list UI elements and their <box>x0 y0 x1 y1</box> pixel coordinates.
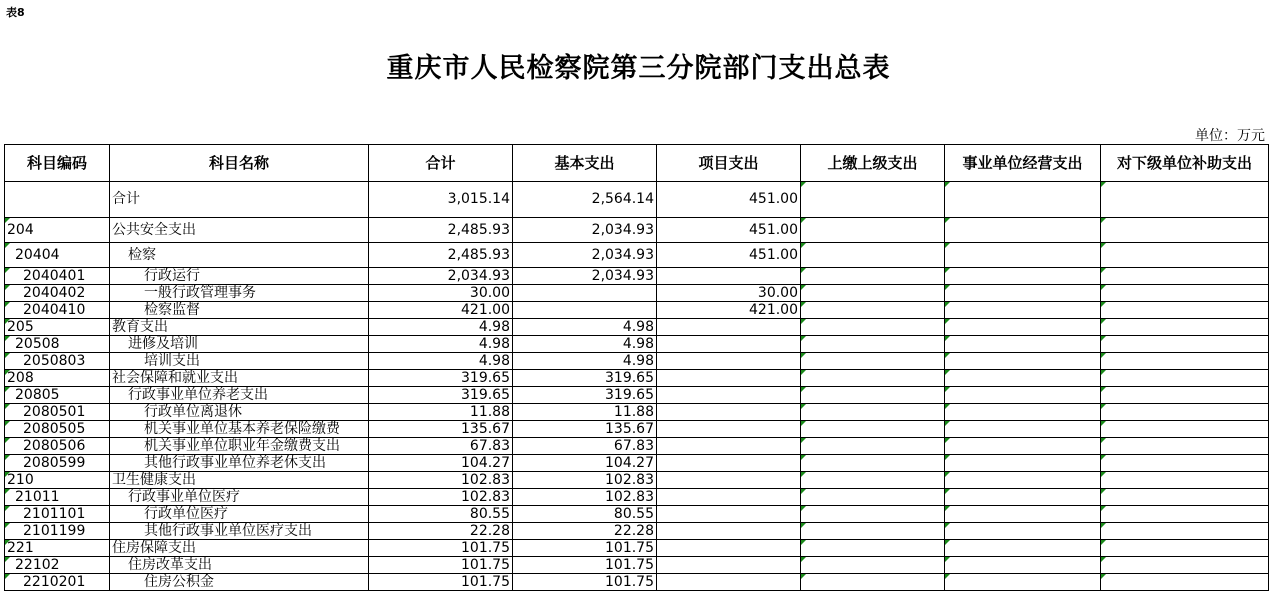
header-project: 项目支出 <box>657 145 801 182</box>
table-row <box>5 336 1269 353</box>
cell-basic: 22.28 <box>513 523 657 540</box>
cell-project: 421.00 <box>657 302 801 319</box>
header-name: 科目名称 <box>110 145 369 182</box>
cell-subsidy <box>1101 489 1269 506</box>
cell-basic: 102.83 <box>513 489 657 506</box>
cell-project: 451.00 <box>657 243 801 268</box>
cell-project <box>657 353 801 370</box>
cell-code: 20508 <box>5 336 110 353</box>
cell-project <box>657 574 801 591</box>
cell-subsidy <box>1101 438 1269 455</box>
cell-remit <box>801 319 945 336</box>
cell-operating <box>945 370 1101 387</box>
cell-project <box>657 404 801 421</box>
cell-remit <box>801 336 945 353</box>
cell-remit <box>801 218 945 243</box>
cell-code: 210 <box>5 472 110 489</box>
cell-total: 102.83 <box>369 489 513 506</box>
cell-operating <box>945 268 1101 285</box>
cell-subsidy <box>1101 421 1269 438</box>
table-row <box>5 472 1269 489</box>
cell-basic: 319.65 <box>513 387 657 404</box>
cell-name: 合计 <box>110 182 369 218</box>
table-row <box>5 319 1269 336</box>
header-code: 科目编码 <box>5 145 110 182</box>
cell-total: 80.55 <box>369 506 513 523</box>
header-subsidy: 对下级单位补助支出 <box>1101 145 1269 182</box>
cell-total: 3,015.14 <box>369 182 513 218</box>
cell-code: 204 <box>5 218 110 243</box>
cell-subsidy <box>1101 540 1269 557</box>
table-row <box>5 302 1269 319</box>
table-row <box>5 421 1269 438</box>
cell-basic: 101.75 <box>513 557 657 574</box>
cell-subsidy <box>1101 455 1269 472</box>
cell-total: 67.83 <box>369 438 513 455</box>
cell-operating <box>945 285 1101 302</box>
page-title: 重庆市人民检察院第三分院部门支出总表 <box>386 53 891 84</box>
cell-total: 102.83 <box>369 472 513 489</box>
cell-remit <box>801 387 945 404</box>
cell-total: 104.27 <box>369 455 513 472</box>
cell-operating <box>945 302 1101 319</box>
cell-project <box>657 336 801 353</box>
cell-operating <box>945 336 1101 353</box>
cell-subsidy <box>1101 353 1269 370</box>
cell-name: 行政事业单位医疗 <box>110 489 369 506</box>
cell-basic: 2,034.93 <box>513 243 657 268</box>
cell-name: 一般行政管理事务 <box>110 285 369 302</box>
cell-basic: 2,034.93 <box>513 218 657 243</box>
cell-name: 其他行政事业单位医疗支出 <box>110 523 369 540</box>
cell-name: 行政单位医疗 <box>110 506 369 523</box>
cell-code <box>5 182 110 218</box>
cell-remit <box>801 557 945 574</box>
cell-operating <box>945 489 1101 506</box>
cell-name: 住房保障支出 <box>110 540 369 557</box>
cell-total: 4.98 <box>369 336 513 353</box>
cell-basic: 2,564.14 <box>513 182 657 218</box>
cell-name: 住房改革支出 <box>110 557 369 574</box>
cell-total: 319.65 <box>369 387 513 404</box>
cell-project: 451.00 <box>657 182 801 218</box>
cell-subsidy <box>1101 404 1269 421</box>
cell-operating <box>945 506 1101 523</box>
cell-remit <box>801 506 945 523</box>
cell-project <box>657 489 801 506</box>
cell-basic: 80.55 <box>513 506 657 523</box>
cell-basic: 104.27 <box>513 455 657 472</box>
cell-subsidy <box>1101 268 1269 285</box>
cell-code: 22102 <box>5 557 110 574</box>
cell-subsidy <box>1101 574 1269 591</box>
cell-name: 住房公积金 <box>110 574 369 591</box>
cell-remit <box>801 574 945 591</box>
cell-basic: 4.98 <box>513 353 657 370</box>
cell-name: 行政事业单位养老支出 <box>110 387 369 404</box>
cell-subsidy <box>1101 506 1269 523</box>
header-basic: 基本支出 <box>513 145 657 182</box>
cell-name: 公共安全支出 <box>110 218 369 243</box>
cell-subsidy <box>1101 336 1269 353</box>
cell-basic: 11.88 <box>513 404 657 421</box>
cell-name: 检察监督 <box>110 302 369 319</box>
cell-total: 101.75 <box>369 540 513 557</box>
cell-code: 21011 <box>5 489 110 506</box>
table-row <box>5 557 1269 574</box>
cell-remit <box>801 370 945 387</box>
cell-operating <box>945 540 1101 557</box>
table-row <box>5 268 1269 285</box>
cell-code: 2080599 <box>5 455 110 472</box>
cell-name: 社会保障和就业支出 <box>110 370 369 387</box>
cell-remit <box>801 540 945 557</box>
cell-code: 2040402 <box>5 285 110 302</box>
cell-operating <box>945 319 1101 336</box>
table-row <box>5 387 1269 404</box>
cell-remit <box>801 302 945 319</box>
cell-name: 进修及培训 <box>110 336 369 353</box>
cell-total: 4.98 <box>369 319 513 336</box>
cell-remit <box>801 285 945 302</box>
table-row <box>5 218 1269 243</box>
cell-code: 2040401 <box>5 268 110 285</box>
header-total: 合计 <box>369 145 513 182</box>
table-row <box>5 489 1269 506</box>
cell-basic <box>513 285 657 302</box>
cell-name: 机关事业单位职业年金缴费支出 <box>110 438 369 455</box>
sheet-tag: 表8 <box>6 6 25 19</box>
cell-subsidy <box>1101 182 1269 218</box>
cell-code: 2080505 <box>5 421 110 438</box>
cell-name: 培训支出 <box>110 353 369 370</box>
cell-remit <box>801 438 945 455</box>
cell-remit <box>801 489 945 506</box>
cell-basic: 319.65 <box>513 370 657 387</box>
cell-code: 2210201 <box>5 574 110 591</box>
cell-total: 421.00 <box>369 302 513 319</box>
cell-operating <box>945 472 1101 489</box>
cell-basic: 102.83 <box>513 472 657 489</box>
cell-name: 机关事业单位基本养老保险缴费 <box>110 421 369 438</box>
cell-operating <box>945 218 1101 243</box>
cell-project <box>657 455 801 472</box>
cell-operating <box>945 421 1101 438</box>
cell-code: 2050803 <box>5 353 110 370</box>
table-row <box>5 438 1269 455</box>
header-operating: 事业单位经营支出 <box>945 145 1101 182</box>
cell-project <box>657 557 801 574</box>
table-row <box>5 182 1269 218</box>
cell-basic: 101.75 <box>513 574 657 591</box>
cell-project <box>657 523 801 540</box>
cell-remit <box>801 182 945 218</box>
cell-remit <box>801 455 945 472</box>
cell-total: 11.88 <box>369 404 513 421</box>
cell-subsidy <box>1101 523 1269 540</box>
cell-project <box>657 268 801 285</box>
cell-code: 2080506 <box>5 438 110 455</box>
unit-label: 单位：万元 <box>1195 128 1265 144</box>
cell-operating <box>945 438 1101 455</box>
cell-project <box>657 438 801 455</box>
cell-code: 2101101 <box>5 506 110 523</box>
cell-total: 2,485.93 <box>369 243 513 268</box>
cell-name: 卫生健康支出 <box>110 472 369 489</box>
cell-total: 135.67 <box>369 421 513 438</box>
table-row <box>5 243 1269 268</box>
cell-subsidy <box>1101 557 1269 574</box>
cell-name: 行政运行 <box>110 268 369 285</box>
cell-basic: 135.67 <box>513 421 657 438</box>
cell-total: 4.98 <box>369 353 513 370</box>
cell-basic <box>513 302 657 319</box>
cell-project <box>657 319 801 336</box>
cell-basic: 4.98 <box>513 336 657 353</box>
cell-total: 22.28 <box>369 523 513 540</box>
cell-operating <box>945 404 1101 421</box>
cell-project: 451.00 <box>657 218 801 243</box>
cell-subsidy <box>1101 243 1269 268</box>
cell-total: 319.65 <box>369 370 513 387</box>
cell-subsidy <box>1101 302 1269 319</box>
cell-operating <box>945 387 1101 404</box>
cell-subsidy <box>1101 472 1269 489</box>
cell-operating <box>945 523 1101 540</box>
cell-project: 30.00 <box>657 285 801 302</box>
cell-total: 30.00 <box>369 285 513 302</box>
cell-code: 208 <box>5 370 110 387</box>
cell-total: 101.75 <box>369 574 513 591</box>
cell-subsidy <box>1101 218 1269 243</box>
cell-remit <box>801 268 945 285</box>
table-row <box>5 285 1269 302</box>
cell-operating <box>945 182 1101 218</box>
cell-remit <box>801 523 945 540</box>
table-row <box>5 353 1269 370</box>
cell-code: 20404 <box>5 243 110 268</box>
cell-remit <box>801 472 945 489</box>
cell-project <box>657 540 801 557</box>
cell-code: 205 <box>5 319 110 336</box>
cell-project <box>657 472 801 489</box>
cell-code: 221 <box>5 540 110 557</box>
cell-project <box>657 421 801 438</box>
table-row <box>5 370 1269 387</box>
cell-remit <box>801 243 945 268</box>
cell-code: 20805 <box>5 387 110 404</box>
cell-subsidy <box>1101 285 1269 302</box>
cell-subsidy <box>1101 319 1269 336</box>
expenditure-table <box>4 144 1269 591</box>
cell-subsidy <box>1101 387 1269 404</box>
cell-basic: 101.75 <box>513 540 657 557</box>
header-remit: 上缴上级支出 <box>801 145 945 182</box>
cell-operating <box>945 455 1101 472</box>
cell-name: 其他行政事业单位养老休支出 <box>110 455 369 472</box>
table-header-row <box>5 145 1269 182</box>
table-row <box>5 455 1269 472</box>
cell-name: 行政单位离退休 <box>110 404 369 421</box>
cell-project <box>657 370 801 387</box>
table-row <box>5 523 1269 540</box>
cell-operating <box>945 574 1101 591</box>
cell-operating <box>945 557 1101 574</box>
cell-total: 101.75 <box>369 557 513 574</box>
cell-basic: 2,034.93 <box>513 268 657 285</box>
cell-operating <box>945 353 1101 370</box>
cell-remit <box>801 353 945 370</box>
cell-total: 2,034.93 <box>369 268 513 285</box>
cell-code: 2040410 <box>5 302 110 319</box>
cell-subsidy <box>1101 370 1269 387</box>
cell-code: 2080501 <box>5 404 110 421</box>
cell-total: 2,485.93 <box>369 218 513 243</box>
cell-name: 检察 <box>110 243 369 268</box>
table-row <box>5 404 1269 421</box>
cell-operating <box>945 243 1101 268</box>
table-row <box>5 574 1269 591</box>
cell-remit <box>801 404 945 421</box>
cell-basic: 67.83 <box>513 438 657 455</box>
table-row <box>5 506 1269 523</box>
cell-project <box>657 387 801 404</box>
table-row <box>5 540 1269 557</box>
cell-name: 教育支出 <box>110 319 369 336</box>
cell-code: 2101199 <box>5 523 110 540</box>
cell-project <box>657 506 801 523</box>
cell-remit <box>801 421 945 438</box>
cell-basic: 4.98 <box>513 319 657 336</box>
